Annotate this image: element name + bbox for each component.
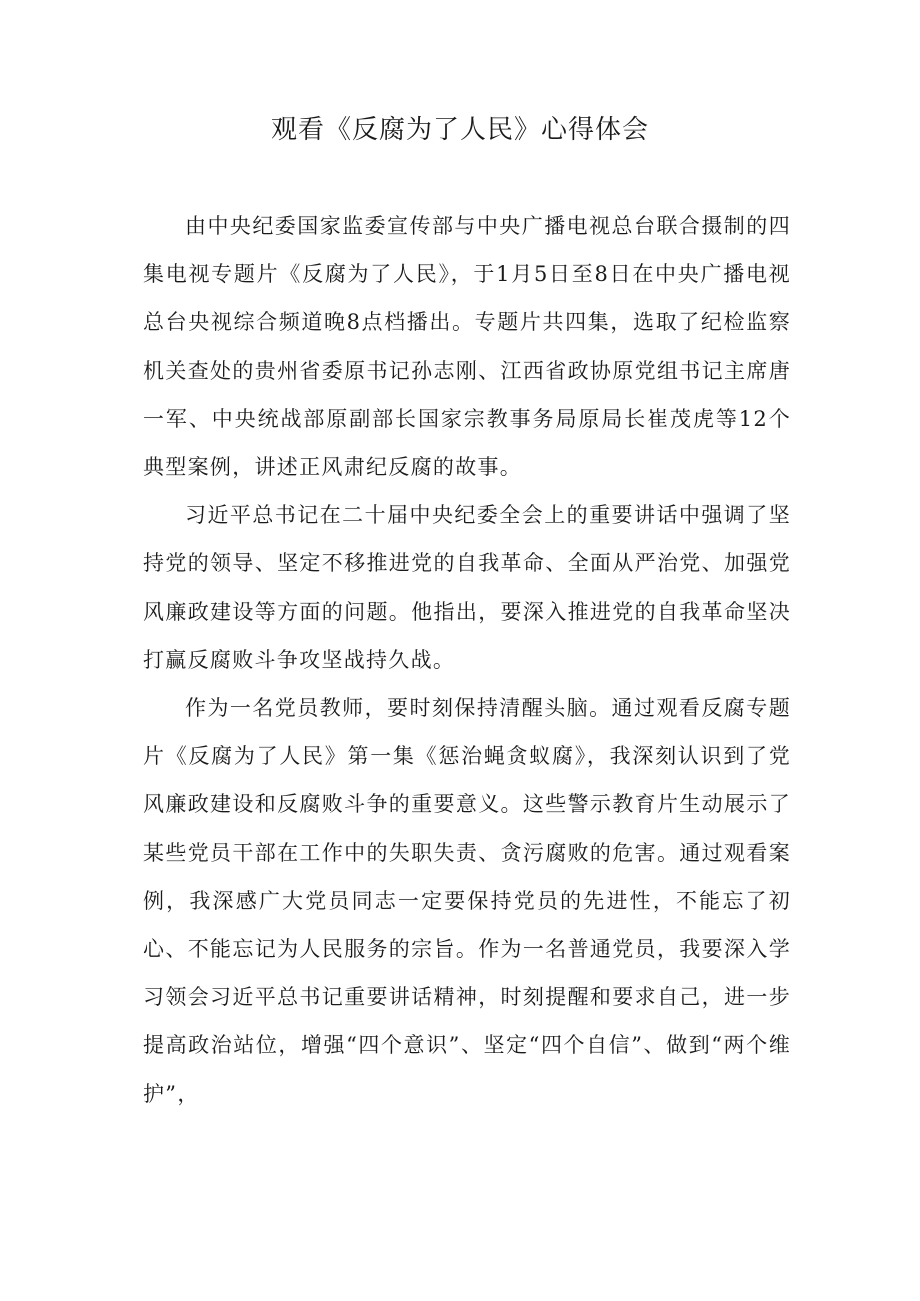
paragraph-3: 作为一名党员教师，要时刻保持清醒头脑。通过观看反腐专题片《反腐为了人民》第一集《惩治蝇贪蚁腐》，我深刻认识到了党风廉政建设和反腐败斗争的重要意义。这些警示教育片生动展示了某些党员干部在工作中的失职失责、贪污腐败的危害。通过观看案例，我深感广大党员同志一定要保持党员的先进性，不能忘了初心、不能忘记为人民服务的宗旨。作为一名普通党员，我要深入学习领会习近平总书记重要讲话精神，时刻提醒和要求自己，进一步提高政治站位，增强“四个意识”、坚定“四个自信”、做到“两个维护”， <box>143 696 791 1106</box>
document-title: 观看《反腐为了人民》心得体会 <box>270 115 649 145</box>
paragraph-2: 习近平总书记在二十届中央纪委全会上的重要讲话中强调了坚持党的领导、坚定不移推进党的自我革命、全面从严治党、加强党风廉政建设等方面的问题。他指出，要深入推进党的自我革命坚决打赢反腐败斗争攻坚战持久战。 <box>143 503 791 672</box>
document-body <box>143 202 791 1118</box>
paragraph-1: 由中央纪委国家监委宣传部与中央广播电视总台联合摄制的四集电视专题片《反腐为了人民》，于1月5日至8日在中央广播电视总台央视综合频道晚8点档播出。专题片共四集，选取了纪检监察机关查处的贵州省委原书记孙志刚、江西省政协原党组书记主席唐一军、中央统战部原副部长国家宗教事务局原局长崔茂虎等12个典型案例，讲述正风肃纪反腐的故事。 <box>143 214 791 480</box>
